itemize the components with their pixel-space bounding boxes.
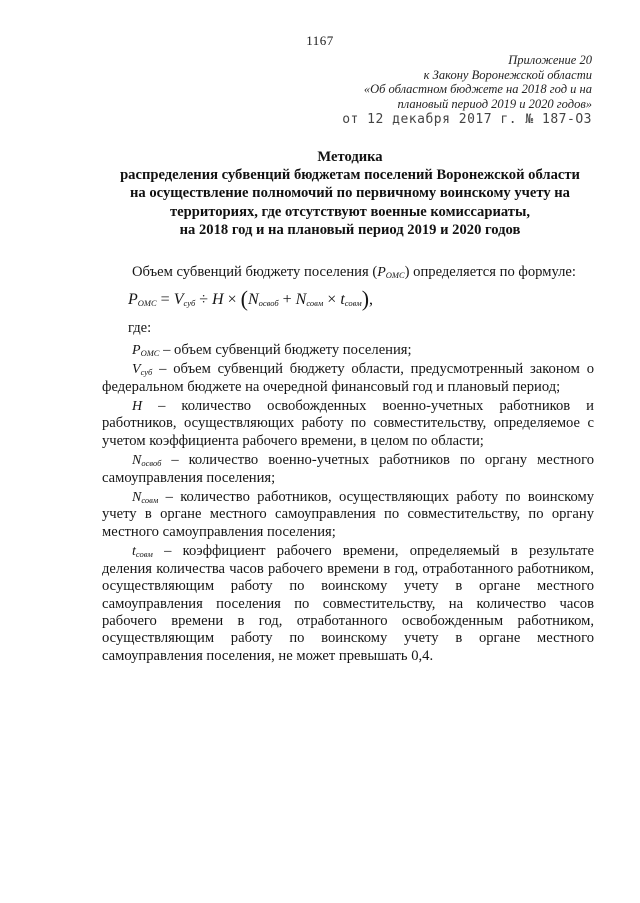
title-line: на 2018 год и на плановый период 2019 и 2020 годов: [179, 221, 521, 238]
title-line: распределения субвенций бюджетам поселений Воронежской области: [120, 167, 580, 184]
definition-item: H – количество освобожденных военно-учетных работников и работников, осуществляющих работу по совместительству, определяемое с учетом коэффициента рабочего времени, в целом по области;: [102, 398, 594, 449]
appendix-header: [342, 53, 592, 128]
definition-symbol: $V_{суб}$: [132, 362, 153, 378]
definition-item: $t_{совм}$ – коэффициент рабочего времени, определяемый в результате деления количества часов рабочего времени в год, отработанного работником, осуществляющим работу по воинскому учету в органе местного самоуправления поселения по совместительству, на количество часов рабочего времени в год, отработанного освобожденным работником, осуществляющим работу по воинскому учету в органе местного самоуправления поселения, не может превышать 0,4.: [102, 543, 594, 664]
definition-item: $V_{суб}$ – объем субвенций бюджету области, предусмотренный законом о федеральном бюджете на очередной финансовый год и плановый период;: [102, 361, 594, 395]
title-line: территориях, где отсутствуют военные комиссариаты,: [169, 203, 531, 220]
appendix-line: Приложение 20: [508, 53, 592, 67]
appendix-line: «Об областном бюджете на 2018 год и на: [363, 82, 592, 96]
definition-symbol: $N_{совм}$: [132, 490, 159, 506]
intro-text-end: ) определяется по формуле:: [404, 264, 576, 280]
definition-symbol: $P_{ОМС}$: [132, 342, 160, 358]
title-heading: Методика: [317, 149, 383, 165]
intro-symbol: $P_{ОМС}$: [377, 265, 405, 280]
definition-symbol: $N_{освоб}$: [132, 453, 162, 469]
page-number: 1167: [306, 33, 334, 48]
formula: $P_{ОМС} = V_{суб} \div H \times (N_{освоб} + N_{совм} \times t_{совм})$,: [128, 286, 374, 312]
definition-item: $P_{ОМС}$ – объем субвенций бюджету поселения;: [132, 341, 412, 358]
definition-symbol: H: [132, 399, 143, 415]
intro-text: Объем субвенций бюджету поселения (: [132, 264, 378, 280]
definition-item: $N_{освоб}$ – количество военно-учетных работников по органу местного самоуправления поселения;: [102, 452, 594, 486]
where-label: где:: [128, 320, 152, 337]
intro-paragraph: [102, 264, 594, 281]
document-body: [102, 264, 594, 667]
law-date-stamp: от 12 декабря 2017 г. № 187-ОЗ: [342, 112, 592, 127]
title-line: на осуществление полномочий по первичному воинскому учету на: [130, 185, 570, 202]
document-title: [90, 148, 610, 239]
appendix-line: к Закону Воронежской области: [423, 67, 592, 82]
appendix-line: плановый период 2019 и 2020 годов»: [397, 96, 592, 111]
definition-item: $N_{совм}$ – количество работников, осуществляющих работу по воинскому учету в органе местного самоуправления по совместительству, по органу местного самоуправления поселения;: [102, 489, 594, 540]
definition-symbol: $t_{совм}$: [132, 544, 153, 560]
